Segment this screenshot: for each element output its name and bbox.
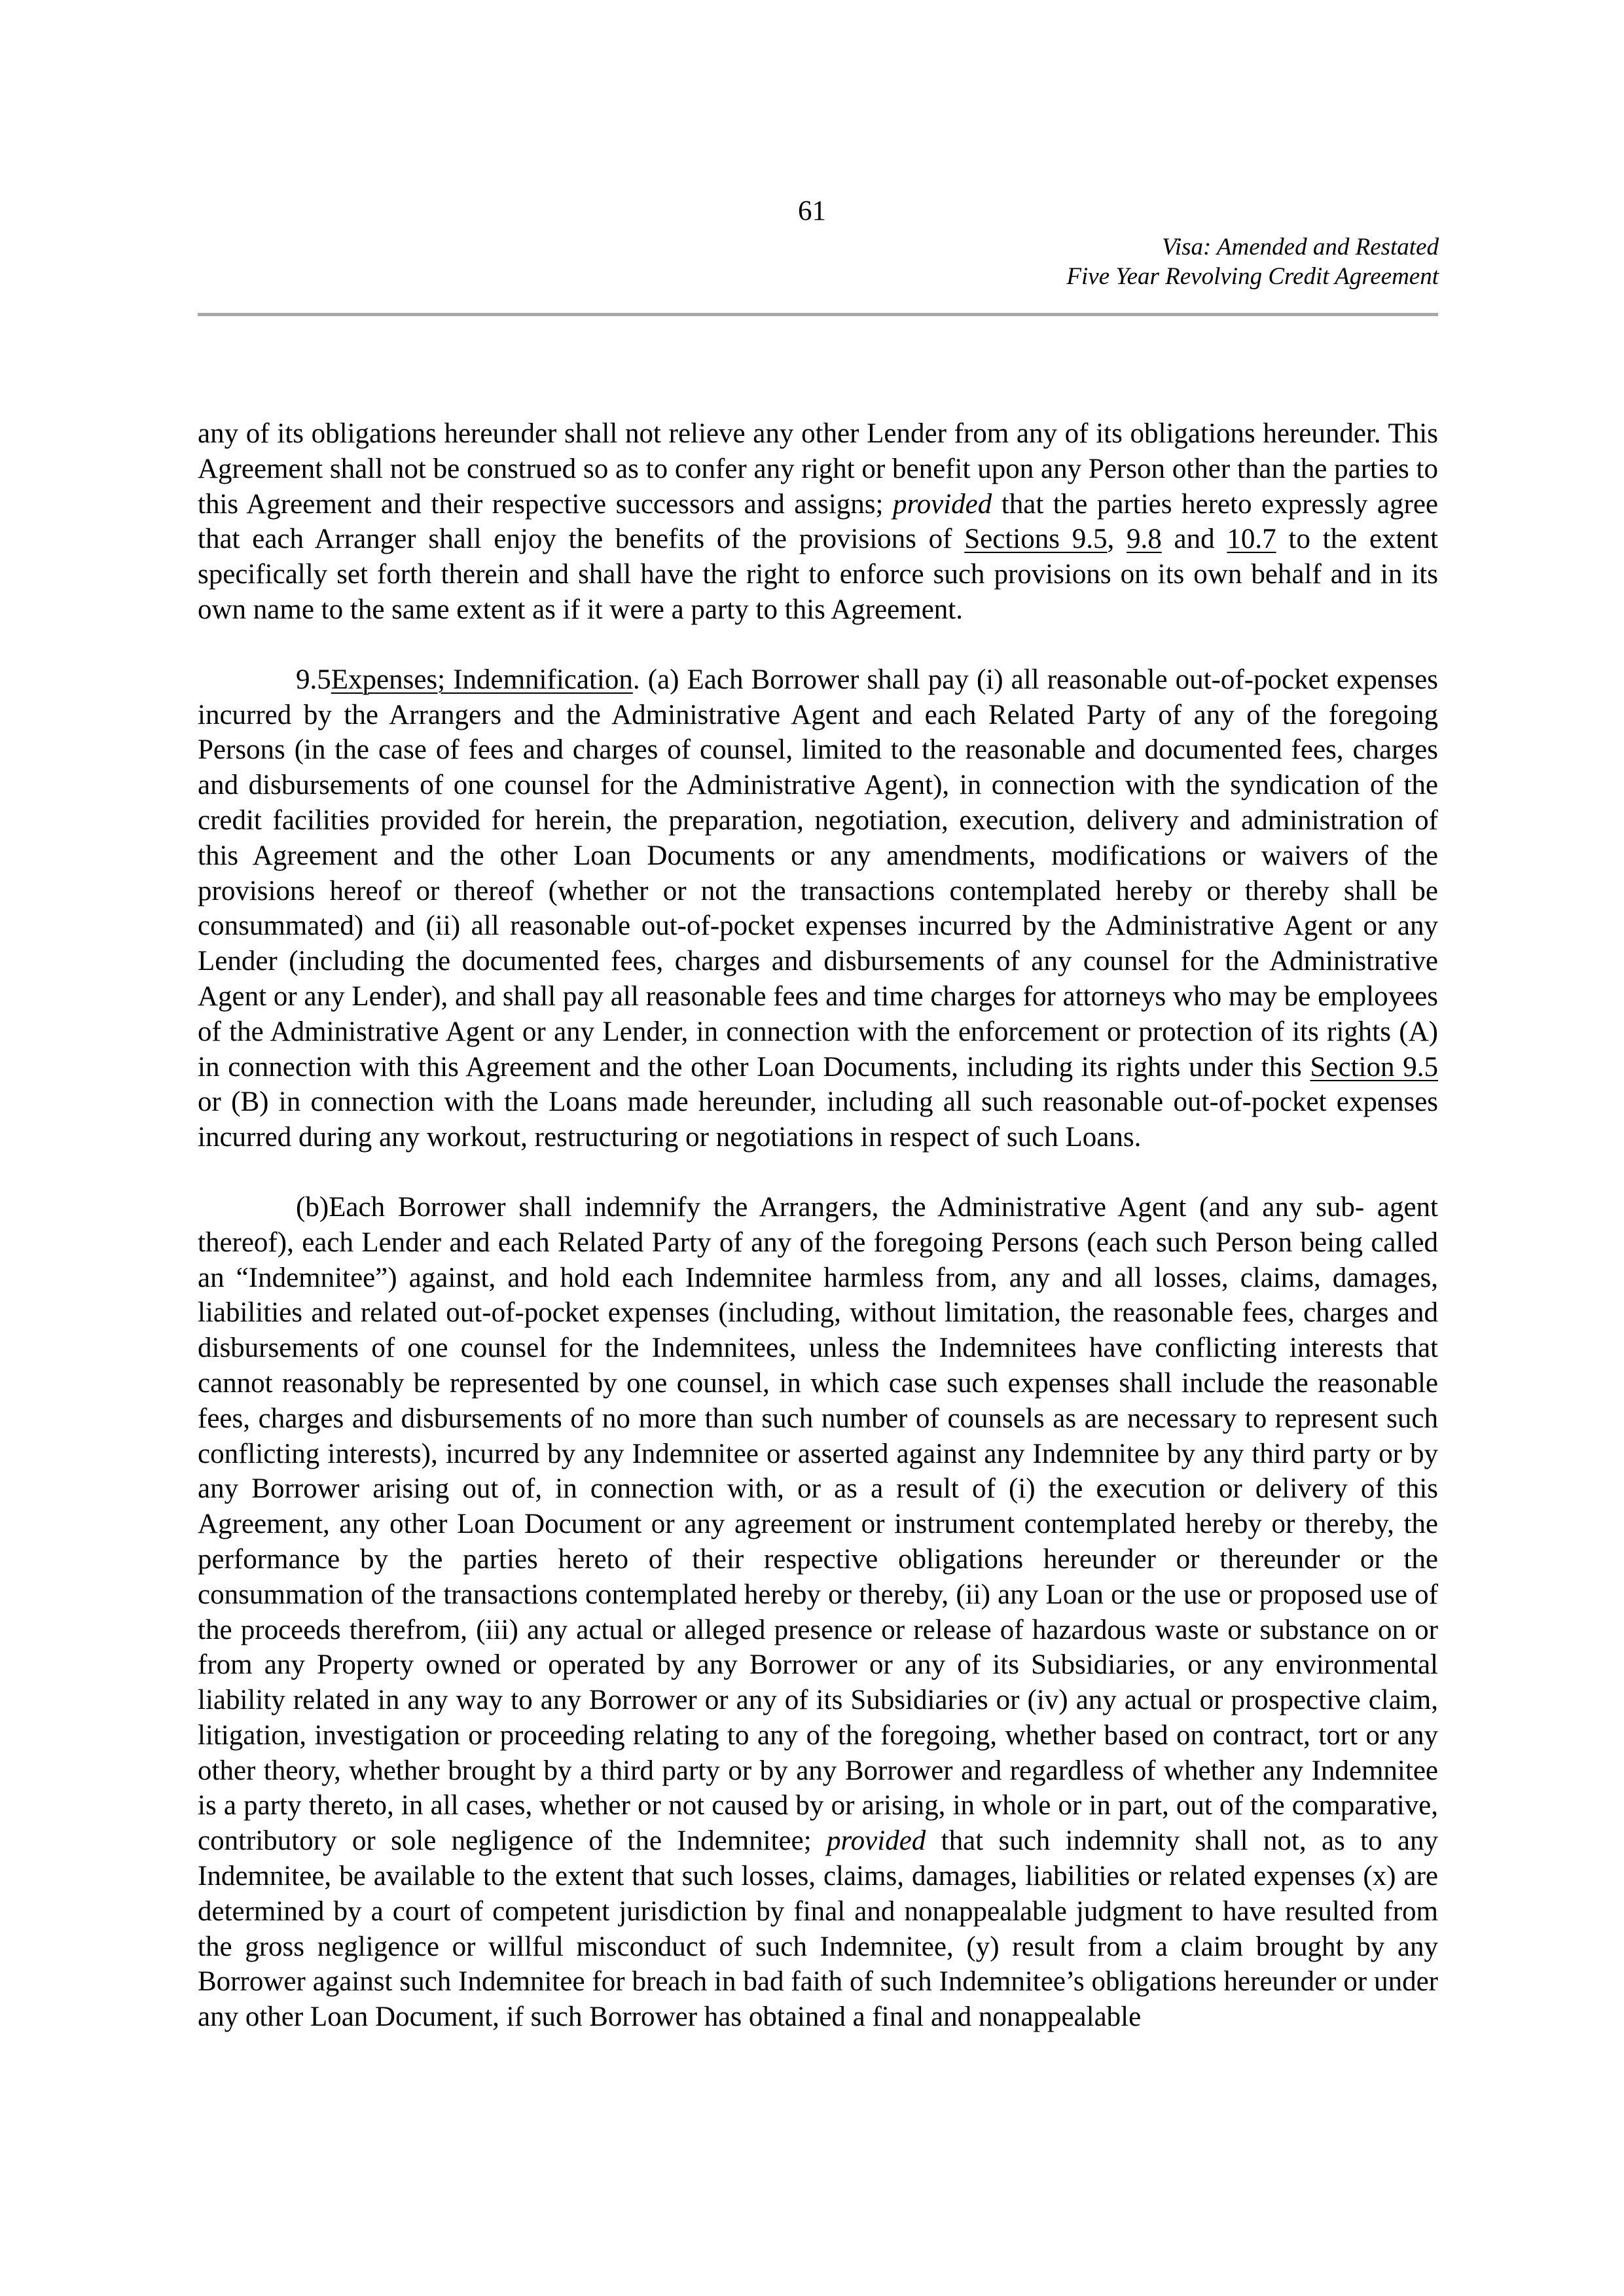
text-run: that the parties hereto expressly agree that each Arranger shall enjoy the benefits of the provisions of [198, 488, 1439, 555]
paragraph-continuation [198, 416, 1438, 628]
section-reference: Sections 9.5 [964, 524, 1108, 555]
provided-term: provided [827, 1825, 926, 1857]
section-9-5-paragraph [198, 662, 1438, 1155]
text-run: that such indemnity shall not, as to any Indemnitee, be available to the extent that such losses, claims, damages, liabilities or related expenses (x) are determined by a court of competent jurisdiction by final and nonappealable judgment to have resulted from the gross negligence or willful misconduct of such Indemnitee, (y) result from a claim brought by any Borrower against such Indemnitee for breach in bad faith of such Indemnitee’s obligations hereunder or under any other Loan Document, if such Borrower has obtained a final and nonappealable [198, 1825, 1438, 2033]
text-run: to the extent specifically set forth therein and shall have the right to enforce such provisions on its own behalf and in its own name to the same extent as if it were a party to this Agreement. [198, 524, 1439, 625]
text-run: and [1161, 524, 1227, 555]
text-run: or (B) in connection with the Loans made hereunder, including all such reasonable out-of-pocket expenses incurred during any workout, restructuring or negotiations in respect of such Loans. [198, 1086, 1438, 1153]
section-reference: 9.8 [1127, 524, 1162, 555]
text-run: . (a) Each Borrower shall pay (i) all reasonable out-of-pocket expenses incurred by the Arrangers and the Administrative Agent and each Related Party of any of the foregoing Persons (in the case of fees and charges of counsel, limited to the reasonable and documented fees, charges and disbursements of one counsel for the Administrative Agent), in connection with the syndication of the credit facilities provided for herein, the preparation, negotiation, execution, delivery and administration of this Agreement and the other Loan Documents or any amendments, modifications or waivers of the provisions hereof or thereof (whether or not the transactions contemplated hereby or thereby shall be consummated) and (ii) all reasonable out-of-pocket expenses incurred by the Administrative Agent or any Lender (including the documented fees, charges and disbursements of any counsel for the Administrative Agent or any Lender), and shall pay all reasonable fees and time charges for attorneys who may be employees of the Administrative Agent or any Lender, in connection with the enforcement or protection of its rights (A) in connection with this Agreement and the other Loan Documents, including its rights under this [198, 664, 1439, 1083]
text-run: , [1107, 524, 1127, 555]
running-header-line-1: Visa: Amended and Restated [1161, 234, 1439, 260]
text-run: (b)Each Borrower shall indemnify the Arrangers, the Administrative Agent (and any sub- agent thereof), each Lender and each Related Party of any of the foregoing Persons (each such Person being called an “Indemnitee”) against, and hold each Indemnitee harmless from, any and all losses, claims, damages, liabilities and related out-of-pocket expenses (including, without limitation, the reasonable fees, charges and disbursements of one counsel for the Indemnitees, unless the Indemnitees have conflicting interests that cannot reasonably be represented by one counsel, in which case such expenses shall include the reasonable fees, charges and disbursements of no more than such number of counsels as are necessary to represent such conflicting interests), incurred by any Indemnitee or asserted against any Indemnitee by any third party or by any Borrower arising out of, in connection with, or as a result of (i) the execution or delivery of this Agreement, any other Loan Document or any agreement or instrument contemplated hereby or thereby, the performance by the parties hereto of their respective obligations hereunder or thereunder or the consummation of the transactions contemplated hereby or thereby, (ii) any Loan or the use or proposed use of the proceeds therefrom, (iii) any actual or alleged presence or release of hazardous waste or substance on or from any Property owned or operated by any Borrower or any of its Subsidiaries, or any environmental liability related in any way to any Borrower or any of its Subsidiaries or (iv) any actual or prospective claim, litigation, investigation or proceeding relating to any of the foregoing, whether based on contract, tort or any other theory, whether brought by a third party or by any Borrower and regardless of whether any Indemnitee is a party thereto, in all cases, whether or not caused by or arising, in whole or in part, out of the comparative, contributory or sole negligence of the Indemnitee; [198, 1191, 1438, 1857]
provided-term: provided [893, 488, 992, 520]
section-reference: 10.7 [1227, 524, 1276, 555]
subsection-b-paragraph [198, 1190, 1438, 2035]
section-number: 9.5 [296, 664, 331, 695]
text-run: any of its obligations hereunder shall not relieve any other Lender from any of its obligations hereunder. This Agreement shall not be construed so as to confer any right or benefit upon any Person other than the parties to this Agreement and their respective successors and assigns; [198, 418, 1438, 520]
running-header [1066, 232, 1439, 291]
running-header-line-2: Five Year Revolving Credit Agreement [1066, 263, 1439, 290]
section-reference: Section 9.5 [1310, 1051, 1438, 1083]
page-number: 61 [798, 196, 826, 226]
header-divider [198, 313, 1438, 316]
section-heading: Expenses; Indemnification [331, 664, 633, 695]
document-body [198, 416, 1438, 2070]
